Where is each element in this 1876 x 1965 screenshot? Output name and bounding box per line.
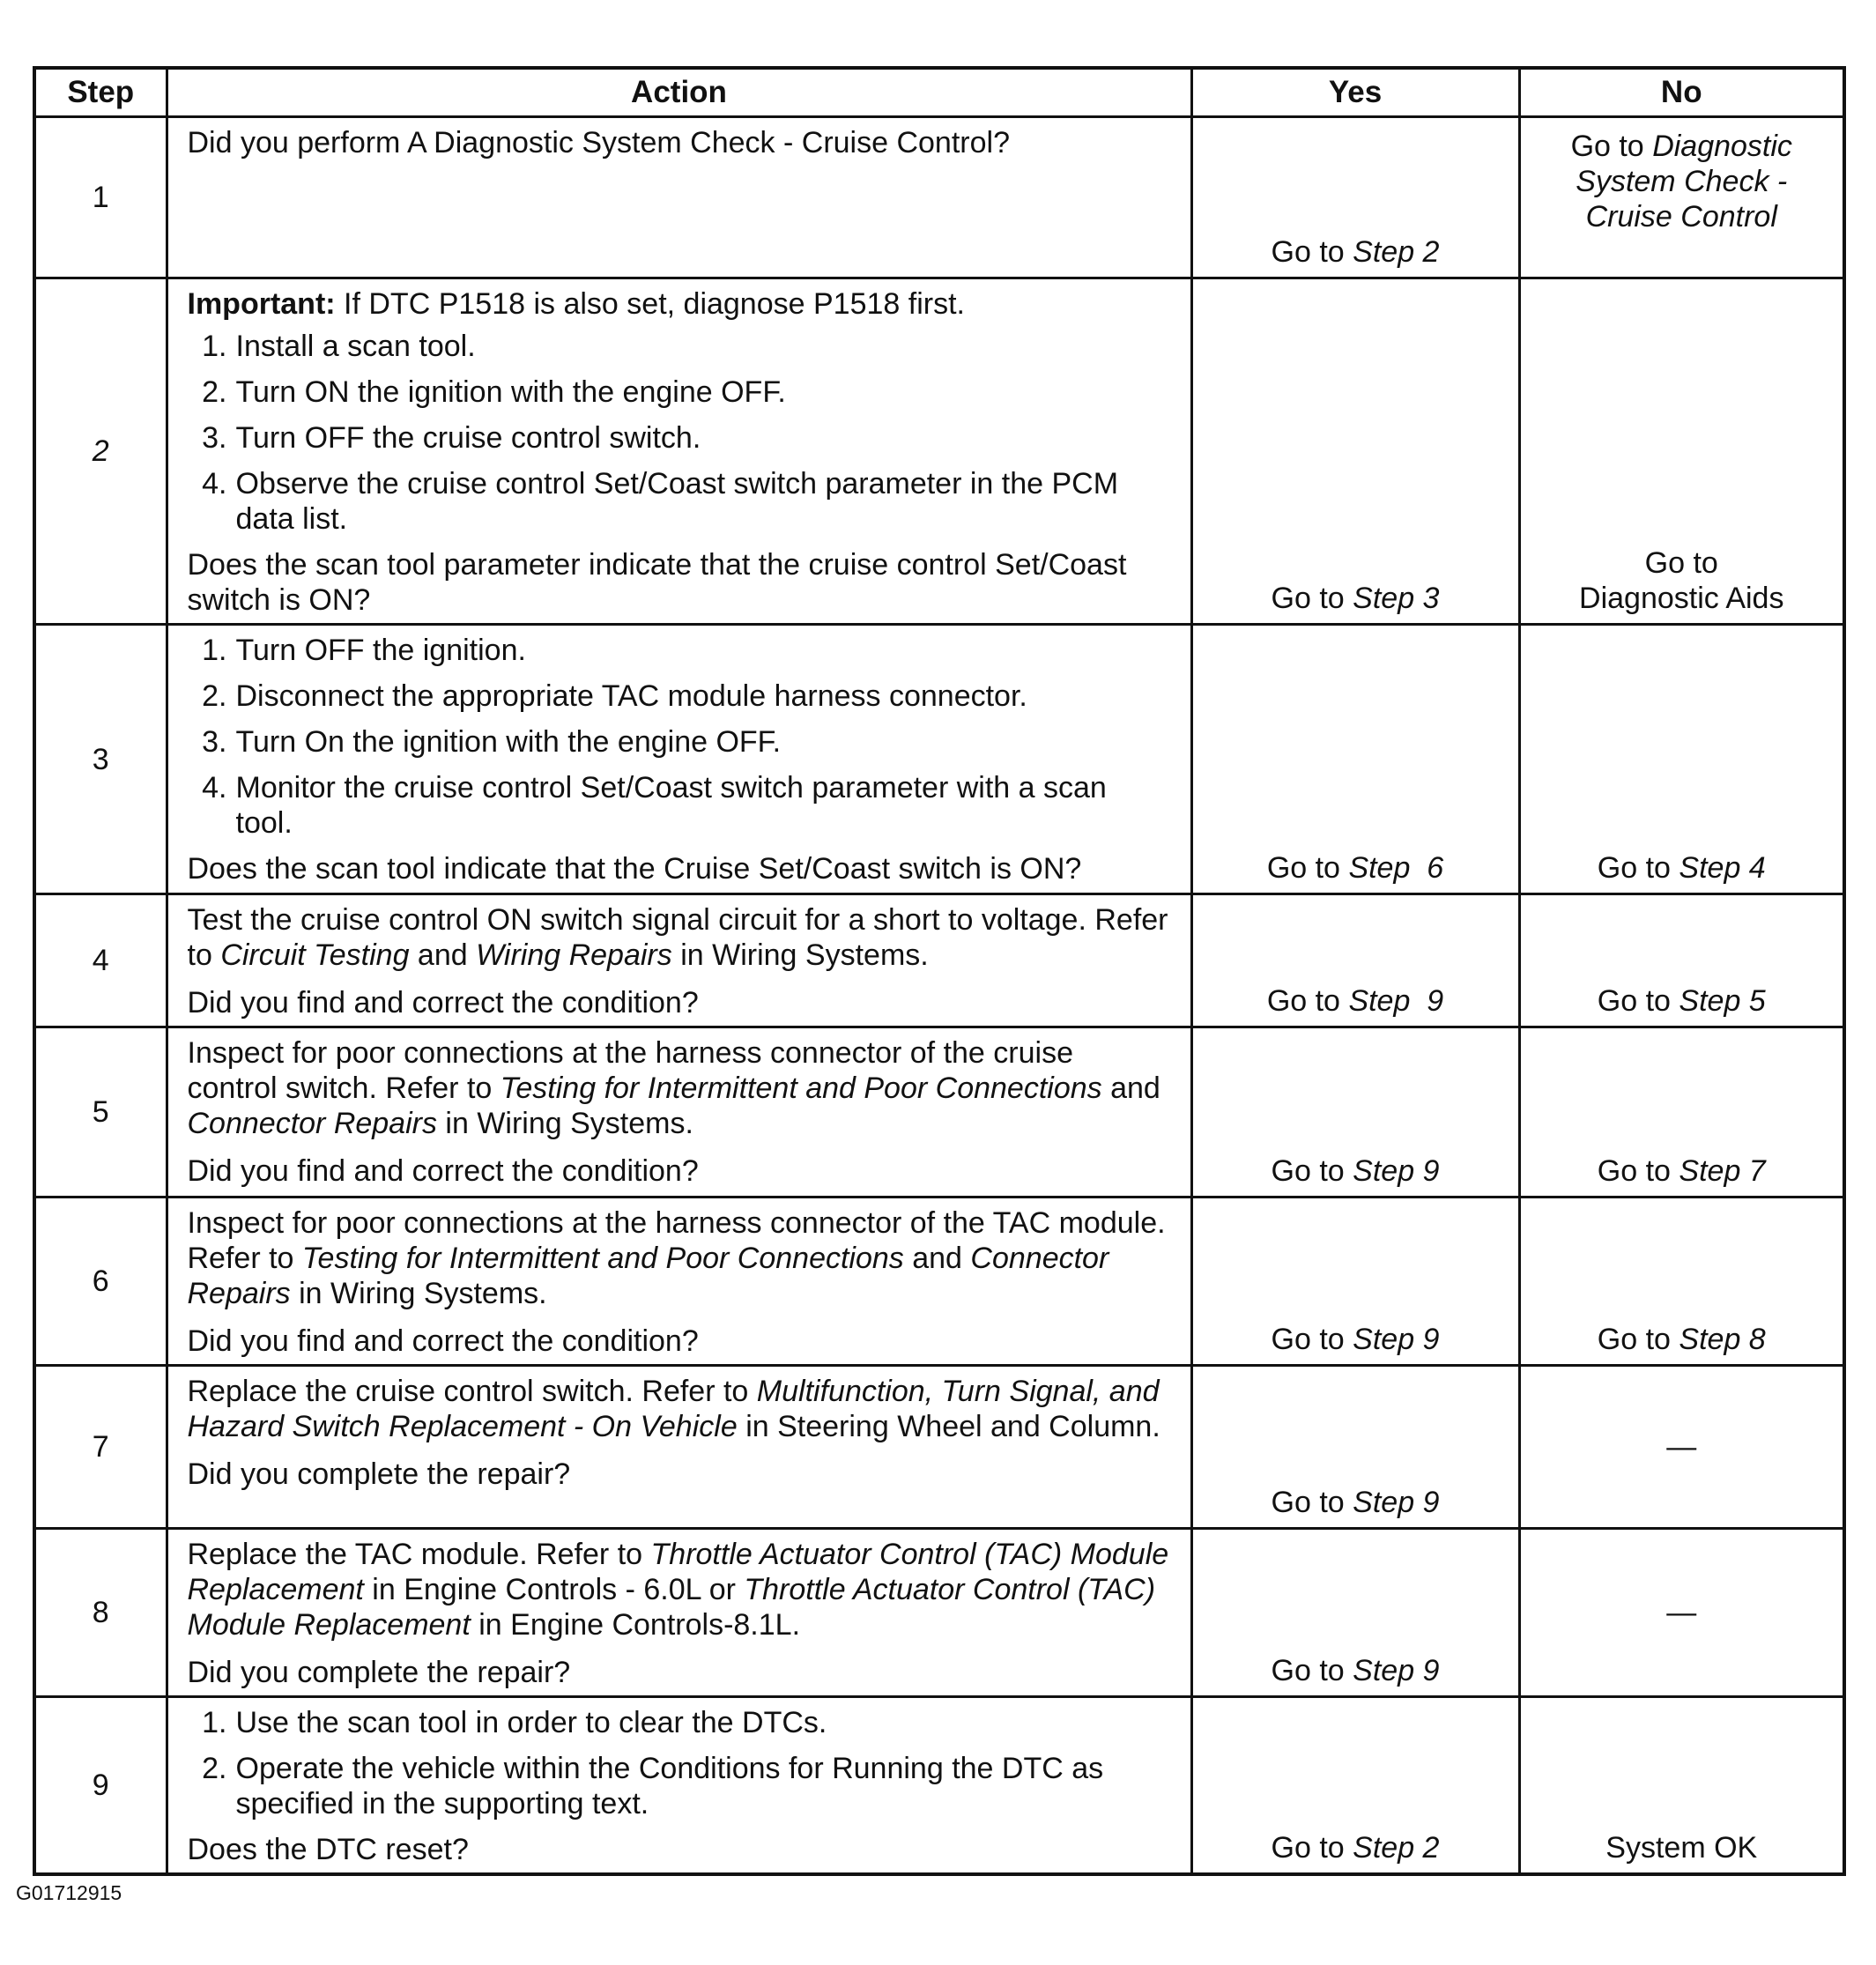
action-question: Did you find and correct the condition?	[187, 986, 699, 1020]
action-question: Did you complete the repair?	[187, 1457, 571, 1491]
yes-cell	[1191, 1697, 1519, 1875]
header-no: No	[1519, 68, 1844, 117]
list-item: 2. Operate the vehicle within the Conditions for Running the DTC as specified in the supporting text.	[202, 1752, 1104, 1820]
table-row	[34, 625, 1844, 894]
list-item: 4. Monitor the cruise control Set/Coast switch parameter with a scan tool.	[202, 771, 1107, 840]
action-question: Did you complete the repair?	[187, 1656, 571, 1689]
important-text: If DTC P1518 is also set, diagnose P1518 first.	[335, 287, 965, 321]
list-item: 1. Install a scan tool.	[202, 330, 476, 363]
no-cell	[1519, 1027, 1844, 1198]
yes-cell	[1191, 625, 1519, 894]
action-text: Test the cruise control ON switch signal circuit for a short to voltage. Refer to Circuit Testing and Wiring Repairs in Wiring Systems.	[187, 903, 1168, 972]
no-goto[interactable]: Go to Step 5	[1597, 984, 1766, 1018]
no-cell	[1519, 894, 1844, 1027]
step-number: 5	[34, 1027, 167, 1198]
list-item: 3. Turn OFF the cruise control switch.	[202, 421, 701, 455]
yes-goto[interactable]: Go to Step 9	[1266, 984, 1444, 1018]
action-text: Inspect for poor connections at the harness connector of the cruise control switch. Refer to Testing for Intermittent and Poor Connections and Connector Repairs in Wiring Systems.	[187, 1036, 1160, 1140]
action-cell	[167, 894, 1191, 1027]
list-item: 4. Observe the cruise control Set/Coast switch parameter in the PCM data list.	[202, 467, 1119, 536]
table-row	[34, 1529, 1844, 1697]
step-number: 9	[34, 1697, 167, 1875]
reference-link[interactable]: Wiring Repairs	[476, 938, 672, 972]
yes-cell	[1191, 117, 1519, 278]
yes-goto[interactable]: Go to Step 9	[1271, 1154, 1440, 1188]
action-cell	[167, 117, 1191, 278]
table-row	[34, 117, 1844, 278]
procedure-list	[188, 329, 1171, 537]
step-number: 8	[34, 1529, 167, 1697]
header-step: Step	[34, 68, 167, 117]
figure-code: G01712915	[16, 1881, 122, 1904]
action-question: Does the DTC reset?	[187, 1833, 469, 1866]
yes-goto[interactable]	[1193, 234, 1518, 270]
no-cell	[1519, 625, 1844, 894]
step-number: 7	[34, 1366, 167, 1529]
reference-link[interactable]: Throttle Actuator Control (TAC) Module Replacement	[187, 1538, 1169, 1606]
no-cell	[1519, 1697, 1844, 1875]
procedure-list	[188, 633, 1171, 841]
action-cell	[167, 1198, 1191, 1366]
no-goto[interactable]: Go to Diagnostic Aids	[1579, 546, 1784, 615]
action-question: Does the scan tool parameter indicate that the cruise control Set/Coast switch is ON?	[187, 548, 1127, 617]
step-number: 6	[34, 1198, 167, 1366]
reference-link[interactable]: Multifunction, Turn Signal, and Hazard Switch Replacement - On Vehicle	[187, 1375, 1160, 1443]
action-cell	[167, 1529, 1191, 1697]
goto-target: Diagnostic System Check - Cruise Control	[1576, 130, 1792, 234]
reference-link[interactable]: Testing for Intermittent and Poor Connections	[301, 1242, 904, 1275]
yes-goto[interactable]: Go to Step 3	[1271, 582, 1440, 615]
no-cell	[1519, 1366, 1844, 1529]
yes-cell	[1191, 1529, 1519, 1697]
yes-goto[interactable]: Go to Step 6	[1266, 851, 1444, 885]
no-result: System OK	[1605, 1831, 1758, 1865]
yes-cell	[1191, 894, 1519, 1027]
yes-cell	[1191, 1366, 1519, 1529]
action-question: Did you perform A Diagnostic System Check - Cruise Control?	[187, 126, 1010, 159]
goto-target: Step 2	[1353, 235, 1440, 269]
list-item: 1. Turn OFF the ignition.	[202, 634, 526, 667]
action-cell	[167, 625, 1191, 894]
no-goto[interactable]: Go to Step 8	[1597, 1323, 1766, 1356]
table-row	[34, 1027, 1844, 1198]
action-cell	[167, 1366, 1191, 1529]
list-item: 2. Turn ON the ignition with the engine OFF.	[202, 375, 786, 409]
no-cell	[1519, 278, 1844, 625]
action-text: Inspect for poor connections at the harness connector of the TAC module. Refer to Testing for Intermittent and Poor Connections and Connector Repairs in Wiring Systems.	[187, 1206, 1166, 1310]
procedure-list	[188, 1705, 1171, 1821]
table-row	[34, 1198, 1844, 1366]
table-row	[34, 278, 1844, 625]
action-cell	[167, 1027, 1191, 1198]
list-item: 3. Turn On the ignition with the engine OFF.	[202, 725, 782, 759]
list-item: 1. Use the scan tool in order to clear the DTCs.	[202, 1706, 827, 1739]
list-item: 2. Disconnect the appropriate TAC module harness connector.	[202, 679, 1027, 713]
header-row	[34, 68, 1844, 117]
yes-goto[interactable]: Go to Step 2	[1271, 1831, 1440, 1865]
table-row	[34, 1366, 1844, 1529]
goto-prefix: Go to	[1271, 235, 1345, 269]
action-question: Did you find and correct the condition?	[187, 1154, 699, 1188]
no-dash: —	[1666, 1596, 1697, 1629]
action-question: Did you find and correct the condition?	[187, 1324, 699, 1358]
yes-goto[interactable]: Go to Step 9	[1271, 1486, 1440, 1519]
yes-goto[interactable]: Go to Step 9	[1271, 1654, 1440, 1687]
reference-link[interactable]: Throttle Actuator Control (TAC) Module Replacement	[187, 1573, 1156, 1642]
reference-link[interactable]: Connector Repairs	[187, 1242, 1109, 1310]
no-goto[interactable]	[1521, 129, 1843, 234]
table-row	[34, 894, 1844, 1027]
action-question: Does the scan tool indicate that the Cruise Set/Coast switch is ON?	[187, 852, 1082, 886]
important-label: Important:	[187, 287, 336, 321]
no-cell	[1519, 1198, 1844, 1366]
yes-cell	[1191, 1198, 1519, 1366]
no-cell	[1519, 117, 1844, 278]
step-number: 4	[34, 894, 167, 1027]
header-action: Action	[167, 68, 1191, 117]
reference-link[interactable]: Circuit Testing	[220, 938, 410, 972]
no-goto[interactable]: Go to Step 4	[1597, 851, 1766, 885]
step-number: 2	[34, 278, 167, 625]
yes-cell	[1191, 1027, 1519, 1198]
step-number: 1	[34, 117, 167, 278]
action-text: Replace the cruise control switch. Refer to Multifunction, Turn Signal, and Hazard Switch Replacement - On Vehicle in Steering Wheel and Column.	[187, 1375, 1160, 1443]
header-yes: Yes	[1191, 68, 1519, 117]
yes-goto[interactable]: Go to Step 9	[1271, 1323, 1440, 1356]
diagnostic-table	[33, 66, 1846, 1876]
yes-cell	[1191, 278, 1519, 625]
no-goto[interactable]: Go to Step 7	[1597, 1154, 1766, 1188]
action-cell	[167, 1697, 1191, 1875]
no-dash: —	[1666, 1430, 1697, 1464]
table-row	[34, 1697, 1844, 1875]
reference-link[interactable]: Connector Repairs	[187, 1107, 437, 1140]
no-cell	[1519, 1529, 1844, 1697]
reference-link[interactable]: Testing for Intermittent and Poor Connections	[500, 1071, 1102, 1105]
goto-prefix: Go to	[1570, 130, 1644, 163]
action-text: Replace the TAC module. Refer to Throttle Actuator Control (TAC) Module Replacement in Engine Controls - 6.0L or Throttle Actuator Control (TAC) Module Replacement in Engine Controls-8.1L.	[187, 1538, 1169, 1642]
step-number: 3	[34, 625, 167, 894]
action-cell	[167, 278, 1191, 625]
